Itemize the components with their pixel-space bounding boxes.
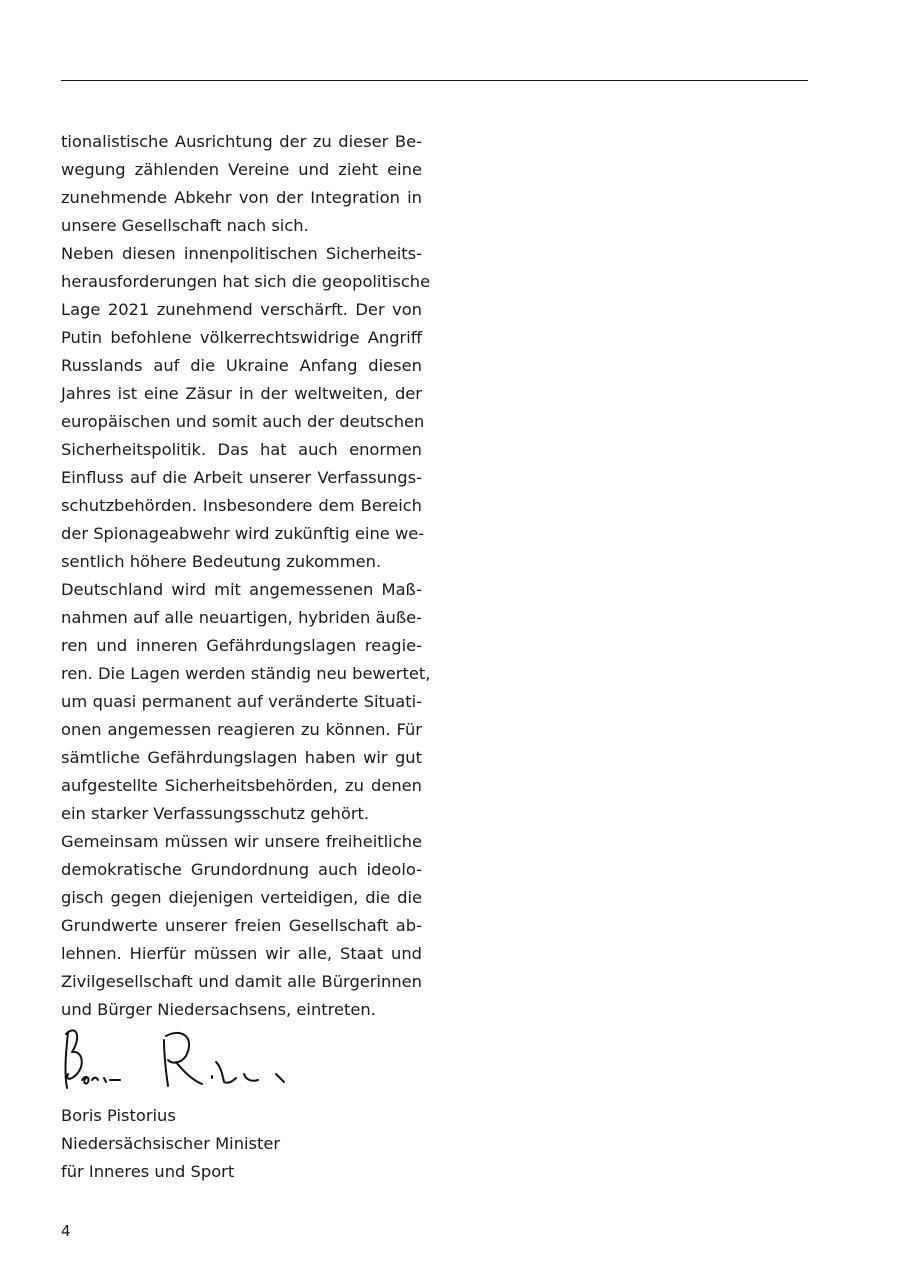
text-line: unsere Gesellschaft nach sich.: [61, 216, 309, 235]
text-line: Lage 2021 zunehmend verschärft. Der von: [61, 300, 422, 319]
text-line: Putin befohlene völkerrechtswidrige Angriff: [61, 328, 422, 347]
text-line: tionalistische Ausrichtung der zu dieser Be-: [61, 132, 422, 151]
text-line: herausforderungen hat sich die geopolitische: [61, 272, 431, 291]
text-line: sämtliche Gefährdungslagen haben wir gut: [61, 748, 422, 767]
header-rule: [61, 80, 808, 81]
signer-name: Boris Pistorius: [61, 1106, 176, 1125]
text-line: gisch gegen diejenigen verteidigen, die die: [61, 888, 422, 907]
signature-icon: [60, 1022, 300, 1096]
text-line: Neben diesen innenpolitischen Sicherheits-: [61, 244, 422, 263]
text-line: ein starker Verfassungsschutz gehört.: [61, 804, 370, 823]
text-line: sentlich höhere Bedeutung zukommen.: [61, 552, 382, 571]
text-line: Sicherheitspolitik. Das hat auch enormen: [61, 440, 422, 459]
text-line: Russlands auf die Ukraine Anfang diesen: [61, 356, 422, 375]
text-line: onen angemessen reagieren zu können. Für: [61, 720, 422, 739]
signer-title: Niedersächsischer Minister: [61, 1134, 281, 1153]
text-line: Gemeinsam müssen wir unsere freiheitliche: [61, 832, 422, 851]
text-line: Deutschland wird mit angemessenen Maß-: [61, 580, 422, 599]
text-line: europäischen und somit auch der deutschen: [61, 412, 425, 431]
text-line: um quasi permanent auf veränderte Situati-: [61, 692, 422, 711]
text-line: schutzbehörden. Insbesondere dem Bereich: [61, 496, 422, 515]
text-line: Einfluss auf die Arbeit unserer Verfassungs-: [61, 468, 422, 487]
signer-block: [61, 1102, 461, 1186]
body-text: [61, 128, 431, 1024]
text-line: nahmen auf alle neuartigen, hybriden äuße-: [61, 608, 422, 627]
text-line: lehnen. Hierfür müssen wir alle, Staat und: [61, 944, 422, 963]
text-line: zunehmende Abkehr von der Integration in: [61, 188, 422, 207]
text-line: Jahres ist eine Zäsur in der weltweiten, der: [61, 384, 422, 403]
text-line: ren und inneren Gefährdungslagen reagie-: [61, 636, 422, 655]
text-line: demokratische Grundordnung auch ideolo-: [61, 860, 422, 879]
text-line: aufgestellte Sicherheitsbehörden, zu denen: [61, 776, 422, 795]
text-line: und Bürger Niedersachsens, eintreten.: [61, 1000, 376, 1019]
text-line: der Spionageabwehr wird zukünftig eine we-: [61, 524, 425, 543]
page-number: 4: [61, 1222, 71, 1240]
text-line: Grundwerte unserer freien Gesellschaft ab-: [61, 916, 422, 935]
text-line: Zivilgesellschaft und damit alle Bürgerinnen: [61, 972, 422, 991]
text-line: ren. Die Lagen werden ständig neu bewertet,: [61, 664, 431, 683]
signer-title: für Inneres und Sport: [61, 1162, 235, 1181]
text-line: wegung zählenden Vereine und zieht eine: [61, 160, 422, 179]
